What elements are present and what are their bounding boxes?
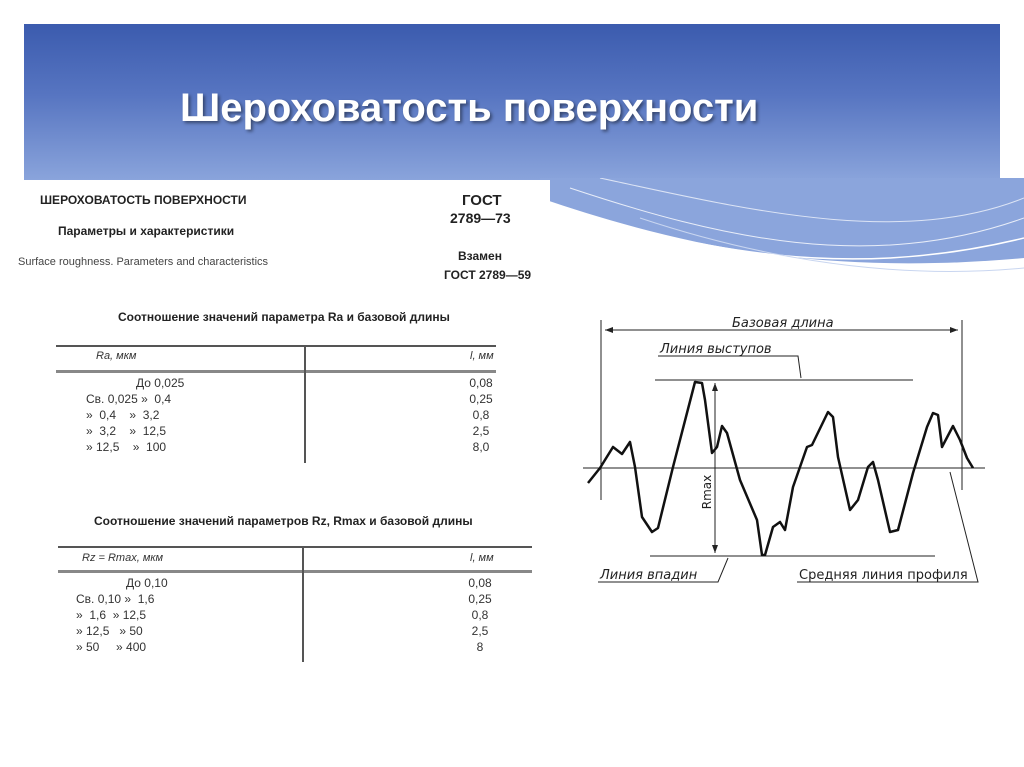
table-cell-length: 2,5: [471, 624, 489, 638]
table-cell-range: До 0,10: [126, 576, 168, 590]
table-cell-range: До 0,025: [136, 376, 185, 390]
doc-english: Surface roughness. Parameters and characteristics: [18, 256, 269, 268]
table-cell-range: Св. 0,10 » 1,6: [76, 592, 155, 606]
table-cell-length: 0,25: [469, 392, 493, 406]
table-cell-length: 0,08: [468, 576, 492, 590]
rmax-label: Rmax: [700, 474, 714, 510]
replaces-gost: ГОСТ 2789—59: [444, 268, 532, 282]
mean-line-label: Средняя линия профиля: [799, 568, 968, 583]
doc-title: ШЕРОХОВАТОСТЬ ПОВЕРХНОСТИ: [40, 193, 247, 207]
table-caption: Соотношение значений параметров Rz, Rmax и базовой длины: [94, 514, 473, 528]
table-cell-length: 8,0: [472, 440, 490, 454]
profile-curve: [588, 382, 973, 555]
table-cell-range: » 1,6 » 12,5: [76, 608, 147, 622]
decorative-waves: [540, 178, 1024, 288]
table-cell-range: » 12,5 » 100: [86, 440, 167, 454]
doc-subtitle: Параметры и характеристики: [58, 224, 235, 238]
table-caption: Соотношение значений параметра Ra и базовой длины: [118, 310, 450, 324]
table-cell-length: 8: [476, 640, 484, 654]
table-cell-length: 0,08: [469, 376, 493, 390]
replaces-label: Взамен: [458, 249, 502, 263]
column-header: Rz = Rmax, мкм: [82, 552, 164, 564]
valley-line-label: Линия впадин: [600, 568, 698, 583]
table-cell-range: » 3,2 » 12,5: [86, 424, 167, 438]
gost-label: ГОСТ: [462, 192, 502, 209]
ra-table: [56, 308, 516, 468]
table-cell-range: » 0,4 » 3,2: [86, 408, 160, 422]
rz-table: [58, 512, 518, 672]
table-cell-range: Св. 0,025 » 0,4: [86, 392, 172, 406]
gost-header: [10, 180, 550, 292]
slide-header: [24, 24, 1000, 182]
column-header: l, мм: [470, 552, 494, 564]
column-header: l, мм: [470, 350, 494, 362]
table-cell-length: 0,8: [471, 608, 489, 622]
column-header: Ra, мкм: [96, 350, 137, 362]
table-cell-length: 0,8: [472, 408, 490, 422]
table-cell-length: 2,5: [472, 424, 490, 438]
table-cell-range: » 50 » 400: [76, 640, 147, 654]
base-length-label: Базовая длина: [732, 316, 834, 331]
slide-title: Шероховатость поверхности: [180, 86, 759, 130]
table-cell-range: » 12,5 » 50: [76, 624, 143, 638]
gost-number: 2789—73: [450, 210, 511, 226]
peak-line-label: Линия выступов: [660, 342, 772, 357]
table-cell-length: 0,25: [468, 592, 492, 606]
